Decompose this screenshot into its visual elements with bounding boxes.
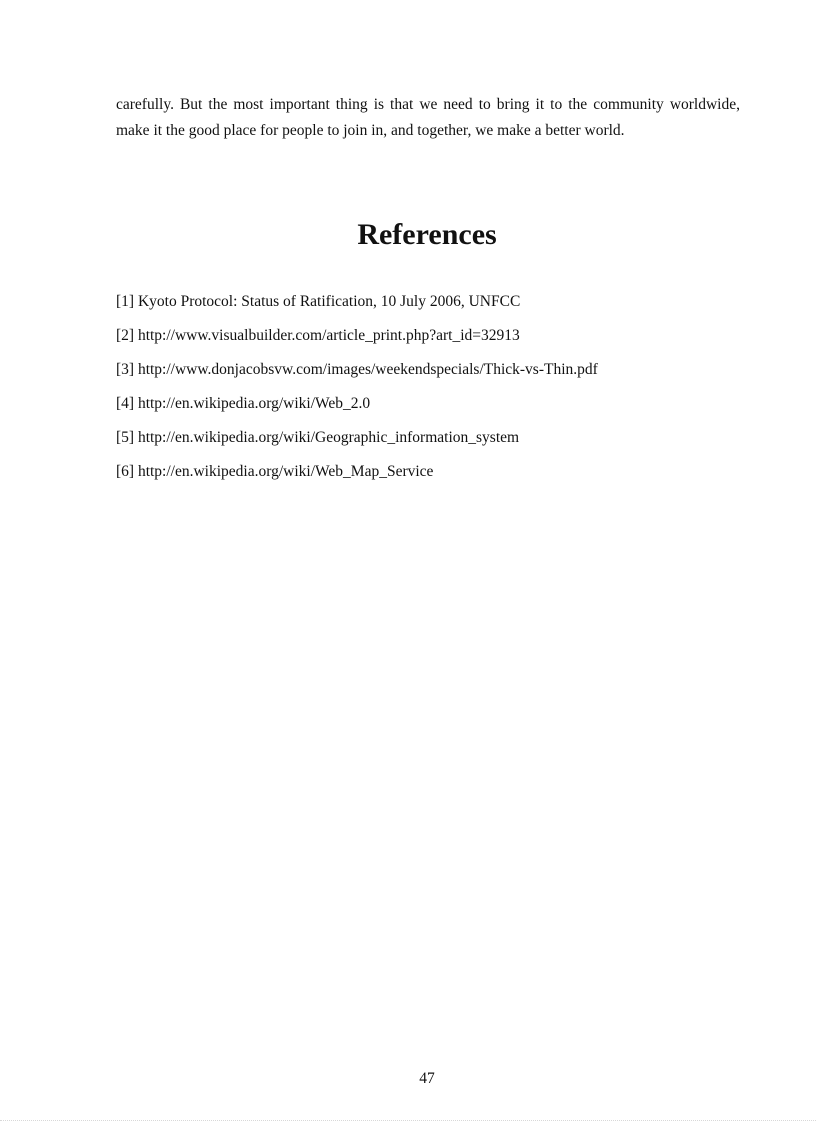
- reference-item: [4] http://en.wikipedia.org/wiki/Web_2.0: [116, 395, 371, 412]
- page-number: 47: [419, 1070, 435, 1087]
- page-bottom-divider: [0, 1120, 816, 1121]
- reference-item: [3] http://www.donjacobsvw.com/images/weekendspecials/Thick-vs-Thin.pdf: [116, 361, 598, 378]
- body-paragraph: carefully. But the most important thing is that we need to bring it to the community worldwide, make it the good place for people to join in, and together, we make a better world.: [116, 96, 740, 139]
- reference-item: [5] http://en.wikipedia.org/wiki/Geographic_information_system: [116, 429, 520, 446]
- references-heading: References: [357, 218, 497, 251]
- references-list: [116, 292, 756, 496]
- reference-item: [6] http://en.wikipedia.org/wiki/Web_Map_Service: [116, 463, 434, 480]
- reference-item: [1] Kyoto Protocol: Status of Ratification, 10 July 2006, UNFCC: [116, 293, 521, 310]
- reference-item: [2] http://www.visualbuilder.com/article_print.php?art_id=32913: [116, 327, 520, 344]
